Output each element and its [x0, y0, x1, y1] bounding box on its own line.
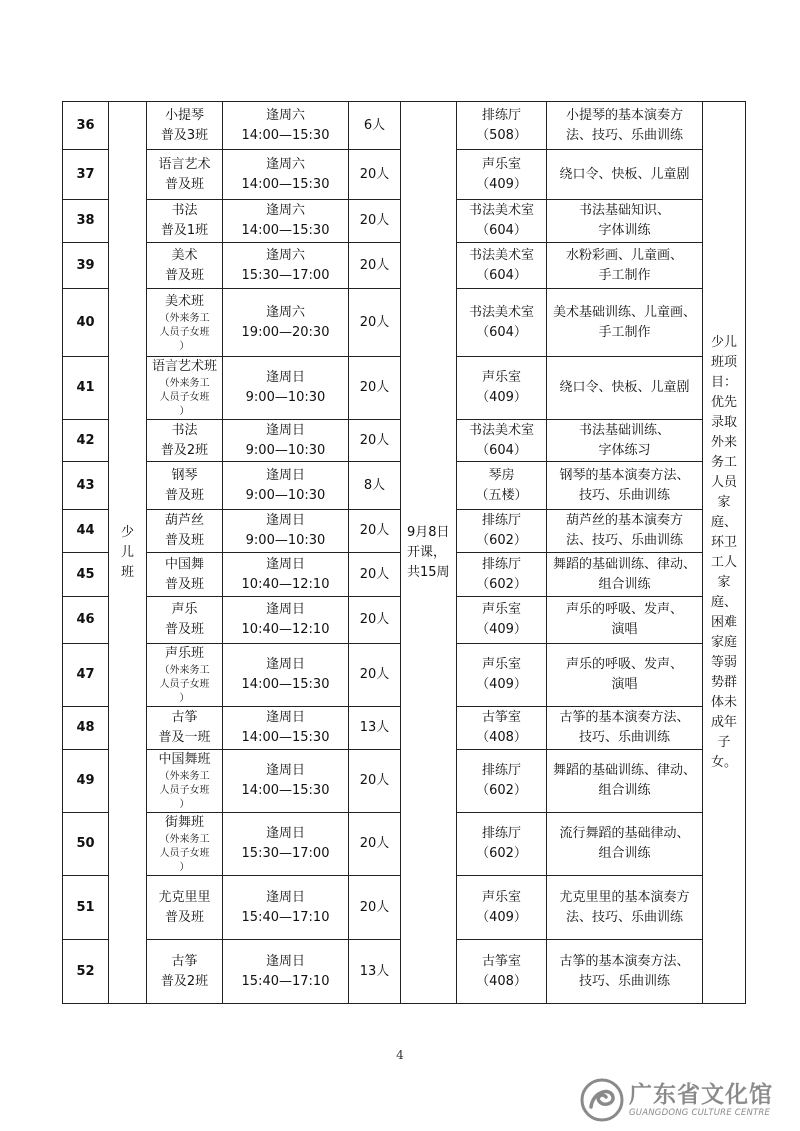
capacity-cell: 20人	[349, 243, 401, 289]
class-time: 14:00—15:30	[241, 176, 330, 192]
class-time: 19:00—20:30	[241, 324, 330, 340]
row-number-cell: 47	[63, 644, 109, 707]
content-line: 组合训练	[598, 846, 651, 861]
room-name: 声乐室	[481, 602, 521, 617]
row-number-cell: 36	[63, 102, 109, 150]
room-name: 书法美术室	[468, 247, 534, 263]
room-number: （409）	[476, 390, 527, 405]
room-number: （604）	[476, 267, 527, 283]
start-note-cell	[401, 102, 457, 1004]
room-cell	[457, 510, 547, 553]
class-subtitle-line: 人员子女班	[159, 785, 210, 796]
class-name-line: 美术班	[164, 293, 204, 309]
class-subtitle-line: （外来务工	[159, 834, 210, 845]
room-number: （602）	[476, 533, 527, 548]
time-cell	[223, 644, 349, 707]
time-cell	[223, 597, 349, 644]
time-cell	[223, 420, 349, 462]
class-name-line: 普及班	[164, 267, 204, 283]
time-cell	[223, 150, 349, 200]
content-line: 演唱	[611, 622, 638, 637]
room-number: （409）	[476, 622, 527, 637]
class-day: 逢周日	[265, 953, 305, 969]
class-subtitle-line: （外来务工	[159, 378, 210, 389]
time-cell	[223, 707, 349, 750]
content-line: 小提琴的基本演奏方	[565, 107, 683, 123]
swirl-logo-icon	[579, 1077, 625, 1123]
content-line: 声乐的呼吸、发声、	[565, 657, 683, 672]
class-day: 逢周六	[265, 203, 305, 218]
content-line: 水粉彩画、儿童画、	[565, 247, 683, 263]
content-cell	[547, 940, 703, 1004]
class-name-cell	[147, 940, 223, 1004]
class-name-line: 普及班	[164, 176, 204, 192]
class-name-line: 葫芦丝	[164, 513, 204, 528]
content-line: 字体练习	[598, 442, 651, 458]
class-time: 14:00—15:30	[241, 730, 330, 745]
class-name-cell	[147, 707, 223, 750]
capacity-cell: 20人	[349, 644, 401, 707]
room-cell	[457, 357, 547, 420]
remark-cell: 少儿班项目：优先录取外来务工人员家庭、环卫工人家庭、困难家庭等弱势群体未成年子女。	[703, 102, 746, 1004]
class-day: 逢周日	[265, 513, 305, 528]
row-number-cell: 43	[63, 462, 109, 510]
class-subtitle-line: ）	[179, 862, 190, 873]
room-number: （602）	[476, 576, 527, 592]
room-name: 古筝室	[481, 710, 521, 725]
content-cell	[547, 200, 703, 243]
class-subtitle-line: （外来务工	[159, 665, 210, 676]
row-number-cell: 49	[63, 750, 109, 813]
content-line: 技巧、乐曲训练	[578, 730, 670, 745]
class-day: 逢周日	[265, 763, 305, 778]
class-day: 逢周日	[265, 889, 305, 905]
class-day: 逢周日	[265, 826, 305, 841]
room-number: （408）	[476, 973, 527, 989]
class-day: 逢周六	[265, 156, 305, 172]
room-name: 排练厅	[481, 826, 521, 841]
capacity-cell: 20人	[349, 289, 401, 357]
content-line: 法、技巧、乐曲训练	[565, 533, 683, 548]
room-number: （602）	[476, 783, 527, 798]
room-number: （409）	[476, 677, 527, 692]
room-name: 排练厅	[481, 513, 521, 528]
content-line: 流行舞蹈的基础律动、	[559, 826, 690, 841]
room-cell	[457, 200, 547, 243]
room-name: 古筝室	[481, 953, 521, 969]
class-subtitle-line: （外来务工	[159, 312, 210, 324]
content-line: 组合训练	[598, 783, 651, 798]
room-name: 声乐室	[481, 657, 521, 672]
time-cell	[223, 940, 349, 1004]
logo-english-name: GUANGDONG CULTURE CENTRE	[629, 1108, 771, 1118]
room-name: 排练厅	[481, 107, 521, 123]
logo-chinese-name: 广东省文化馆	[629, 1082, 773, 1108]
content-line: 古筝的基本演奏方法、	[559, 710, 690, 725]
class-name-cell	[147, 876, 223, 940]
time-cell	[223, 510, 349, 553]
class-name-line: 声乐班	[164, 646, 204, 661]
room-cell	[457, 553, 547, 597]
start-note-text: 9月8日开课，共15周	[407, 524, 450, 580]
row-number-cell: 37	[63, 150, 109, 200]
room-name: 书法美术室	[468, 304, 534, 320]
room-number: （604）	[476, 223, 527, 238]
content-cell	[547, 357, 703, 420]
content-cell	[547, 876, 703, 940]
room-name: 琴房	[488, 467, 515, 483]
content-line: 声乐的呼吸、发声、	[565, 602, 683, 617]
class-name-line: 普及3班	[160, 127, 209, 143]
class-name-line: 街舞班	[164, 815, 204, 830]
class-name-cell	[147, 462, 223, 510]
class-name-line: 中国舞	[164, 556, 204, 572]
row-number-cell: 42	[63, 420, 109, 462]
class-day: 逢周六	[265, 304, 305, 320]
class-name-line: 普及班	[164, 487, 204, 503]
content-line: 组合训练	[598, 576, 651, 592]
content-line: 法、技巧、乐曲训练	[565, 127, 683, 143]
content-cell	[547, 553, 703, 597]
row-number-cell: 45	[63, 553, 109, 597]
room-cell	[457, 644, 547, 707]
capacity-cell: 8人	[349, 462, 401, 510]
room-cell	[457, 597, 547, 644]
content-line: 舞蹈的基础训练、律动、	[552, 556, 696, 572]
room-number: （508）	[476, 127, 527, 143]
room-number: （409）	[476, 909, 527, 925]
capacity-cell: 20人	[349, 553, 401, 597]
class-day: 逢周日	[265, 467, 305, 483]
time-cell	[223, 289, 349, 357]
room-cell	[457, 707, 547, 750]
content-line: 字体训练	[598, 223, 651, 238]
class-day: 逢周六	[265, 107, 305, 123]
class-name-cell	[147, 597, 223, 644]
room-name: 排练厅	[481, 763, 521, 778]
class-name-cell	[147, 200, 223, 243]
content-line: 演唱	[611, 677, 638, 692]
room-number: （五楼）	[475, 487, 528, 503]
content-line: 绕口令、快板、儿童剧	[559, 166, 690, 182]
content-line: 尤克里里的基本演奏方	[559, 889, 690, 905]
content-cell	[547, 243, 703, 289]
content-cell	[547, 510, 703, 553]
room-number: （602）	[476, 846, 527, 861]
content-cell	[547, 289, 703, 357]
content-cell	[547, 644, 703, 707]
time-cell	[223, 200, 349, 243]
class-name-cell	[147, 813, 223, 876]
room-cell	[457, 462, 547, 510]
content-cell	[547, 597, 703, 644]
capacity-cell: 20人	[349, 150, 401, 200]
class-name-cell	[147, 102, 223, 150]
row-number-cell: 50	[63, 813, 109, 876]
class-name-cell	[147, 289, 223, 357]
content-line: 技巧、乐曲训练	[578, 973, 670, 989]
class-name-cell	[147, 420, 223, 462]
capacity-cell: 20人	[349, 876, 401, 940]
room-cell	[457, 420, 547, 462]
capacity-cell: 6人	[349, 102, 401, 150]
class-time: 15:30—17:00	[241, 267, 330, 283]
content-line: 书法基础知识、	[578, 203, 670, 218]
content-line: 手工制作	[598, 267, 651, 283]
class-time: 14:00—15:30	[241, 783, 330, 798]
class-time: 15:40—17:10	[241, 973, 330, 989]
content-line: 钢琴的基本演奏方法、	[559, 467, 690, 483]
class-name-line: 普及2班	[160, 973, 209, 989]
guangdong-culture-centre-logo	[579, 1075, 794, 1125]
content-cell	[547, 462, 703, 510]
category-char: 儿	[120, 544, 134, 560]
content-cell	[547, 150, 703, 200]
class-day: 逢周日	[265, 602, 305, 617]
class-name-cell	[147, 357, 223, 420]
class-time: 14:00—15:30	[241, 223, 330, 238]
class-subtitle-line: ）	[179, 406, 190, 417]
time-cell	[223, 876, 349, 940]
room-name: 声乐室	[481, 889, 521, 905]
class-subtitle	[149, 312, 220, 354]
row-number-cell: 41	[63, 357, 109, 420]
room-cell	[457, 813, 547, 876]
content-line: 法、技巧、乐曲训练	[565, 909, 683, 925]
time-cell	[223, 750, 349, 813]
class-day: 逢周日	[265, 556, 305, 572]
room-cell	[457, 102, 547, 150]
time-cell	[223, 553, 349, 597]
class-name-line: 语言艺术班	[151, 359, 217, 374]
room-cell	[457, 243, 547, 289]
class-time: 14:00—15:30	[241, 127, 330, 143]
room-cell	[457, 940, 547, 1004]
class-subtitle-line: ）	[179, 799, 190, 810]
class-subtitle-line: 人员子女班	[159, 848, 210, 859]
content-line: 葫芦丝的基本演奏方	[565, 513, 683, 528]
row-number-cell: 52	[63, 940, 109, 1004]
class-day: 逢周日	[265, 370, 305, 385]
room-name: 排练厅	[481, 556, 521, 572]
class-subtitle	[149, 664, 220, 706]
category-char: 班	[120, 564, 134, 580]
content-line: 手工制作	[598, 324, 651, 340]
capacity-cell: 20人	[349, 597, 401, 644]
class-subtitle-line: （外来务工	[159, 771, 210, 782]
class-time: 15:40—17:10	[241, 909, 330, 925]
content-line: 书法基础训练、	[578, 422, 670, 438]
content-line: 技巧、乐曲训练	[578, 487, 670, 503]
class-time: 9:00—10:30	[245, 487, 326, 503]
time-cell	[223, 102, 349, 150]
row-number-cell: 46	[63, 597, 109, 644]
room-number: （408）	[476, 730, 527, 745]
room-number: （604）	[476, 442, 527, 458]
room-cell	[457, 150, 547, 200]
class-time: 9:00—10:30	[245, 533, 326, 548]
class-subtitle-line: 人员子女班	[159, 392, 210, 403]
content-cell	[547, 750, 703, 813]
capacity-cell: 13人	[349, 940, 401, 1004]
capacity-cell: 20人	[349, 750, 401, 813]
content-line: 古筝的基本演奏方法、	[559, 953, 690, 969]
capacity-cell: 13人	[349, 707, 401, 750]
content-line: 舞蹈的基础训练、律动、	[552, 763, 696, 778]
class-name-line: 书法	[171, 422, 198, 438]
class-name-line: 书法	[171, 203, 198, 218]
class-name-cell	[147, 750, 223, 813]
capacity-cell: 20人	[349, 510, 401, 553]
class-name-line: 普及一班	[158, 730, 211, 745]
class-name-line: 古筝	[171, 710, 198, 725]
class-day: 逢周日	[265, 657, 305, 672]
class-subtitle	[149, 833, 220, 875]
class-name-cell	[147, 644, 223, 707]
content-cell	[547, 707, 703, 750]
table-row	[63, 102, 746, 150]
category-char: 少	[120, 524, 134, 540]
class-subtitle	[149, 770, 220, 812]
class-schedule-table	[62, 101, 746, 1004]
class-time: 9:00—10:30	[245, 390, 326, 405]
class-name-line: 尤克里里	[158, 889, 211, 905]
content-cell	[547, 102, 703, 150]
class-name-line: 普及班	[164, 533, 204, 548]
class-name-cell	[147, 150, 223, 200]
room-name: 声乐室	[481, 156, 521, 172]
class-day: 逢周六	[265, 247, 305, 263]
class-time: 14:00—15:30	[241, 677, 330, 692]
room-name: 声乐室	[481, 370, 521, 385]
class-name-line: 小提琴	[164, 107, 204, 123]
page-number: 4	[396, 1048, 404, 1062]
class-name-line: 普及班	[164, 576, 204, 592]
class-name-cell	[147, 243, 223, 289]
class-name-line: 声乐	[171, 602, 198, 617]
content-line: 美术基础训练、儿童画、	[552, 304, 696, 320]
content-cell	[547, 420, 703, 462]
capacity-cell: 20人	[349, 200, 401, 243]
class-name-line: 普及班	[164, 622, 204, 637]
row-number-cell: 48	[63, 707, 109, 750]
room-number: （604）	[476, 324, 527, 340]
class-time: 10:40—12:10	[241, 622, 330, 637]
class-name-line: 普及班	[164, 909, 204, 925]
class-time: 10:40—12:10	[241, 576, 330, 592]
time-cell	[223, 243, 349, 289]
class-subtitle-line: 人员子女班	[159, 679, 210, 690]
time-cell	[223, 813, 349, 876]
room-cell	[457, 289, 547, 357]
content-line: 绕口令、快板、儿童剧	[559, 380, 690, 395]
room-name: 书法美术室	[468, 422, 534, 438]
row-number-cell: 51	[63, 876, 109, 940]
capacity-cell: 20人	[349, 420, 401, 462]
class-subtitle	[149, 377, 220, 419]
class-subtitle-line: ）	[179, 340, 190, 352]
row-number-cell: 40	[63, 289, 109, 357]
capacity-cell: 20人	[349, 357, 401, 420]
class-name-line: 中国舞班	[158, 752, 211, 767]
class-name-line: 美术	[171, 247, 198, 263]
time-cell	[223, 357, 349, 420]
class-name-line: 普及2班	[160, 442, 209, 458]
time-cell	[223, 462, 349, 510]
class-day: 逢周日	[265, 710, 305, 725]
class-time: 9:00—10:30	[245, 442, 326, 458]
class-name-cell	[147, 510, 223, 553]
table-body	[63, 102, 746, 1004]
class-name-cell	[147, 553, 223, 597]
class-name-line: 钢琴	[171, 467, 198, 483]
room-cell	[457, 876, 547, 940]
row-number-cell: 44	[63, 510, 109, 553]
capacity-cell: 20人	[349, 813, 401, 876]
class-time: 15:30—17:00	[241, 846, 330, 861]
class-subtitle-line: 人员子女班	[159, 326, 210, 338]
room-number: （409）	[476, 176, 527, 192]
room-cell	[457, 750, 547, 813]
class-day: 逢周日	[265, 422, 305, 438]
room-name: 书法美术室	[468, 203, 534, 218]
row-number-cell: 38	[63, 200, 109, 243]
row-number-cell: 39	[63, 243, 109, 289]
class-subtitle-line: ）	[179, 693, 190, 704]
category-cell	[109, 102, 147, 1004]
class-name-line: 古筝	[171, 953, 198, 969]
class-name-line: 语言艺术	[158, 156, 211, 172]
content-cell	[547, 813, 703, 876]
class-name-line: 普及1班	[160, 223, 209, 238]
